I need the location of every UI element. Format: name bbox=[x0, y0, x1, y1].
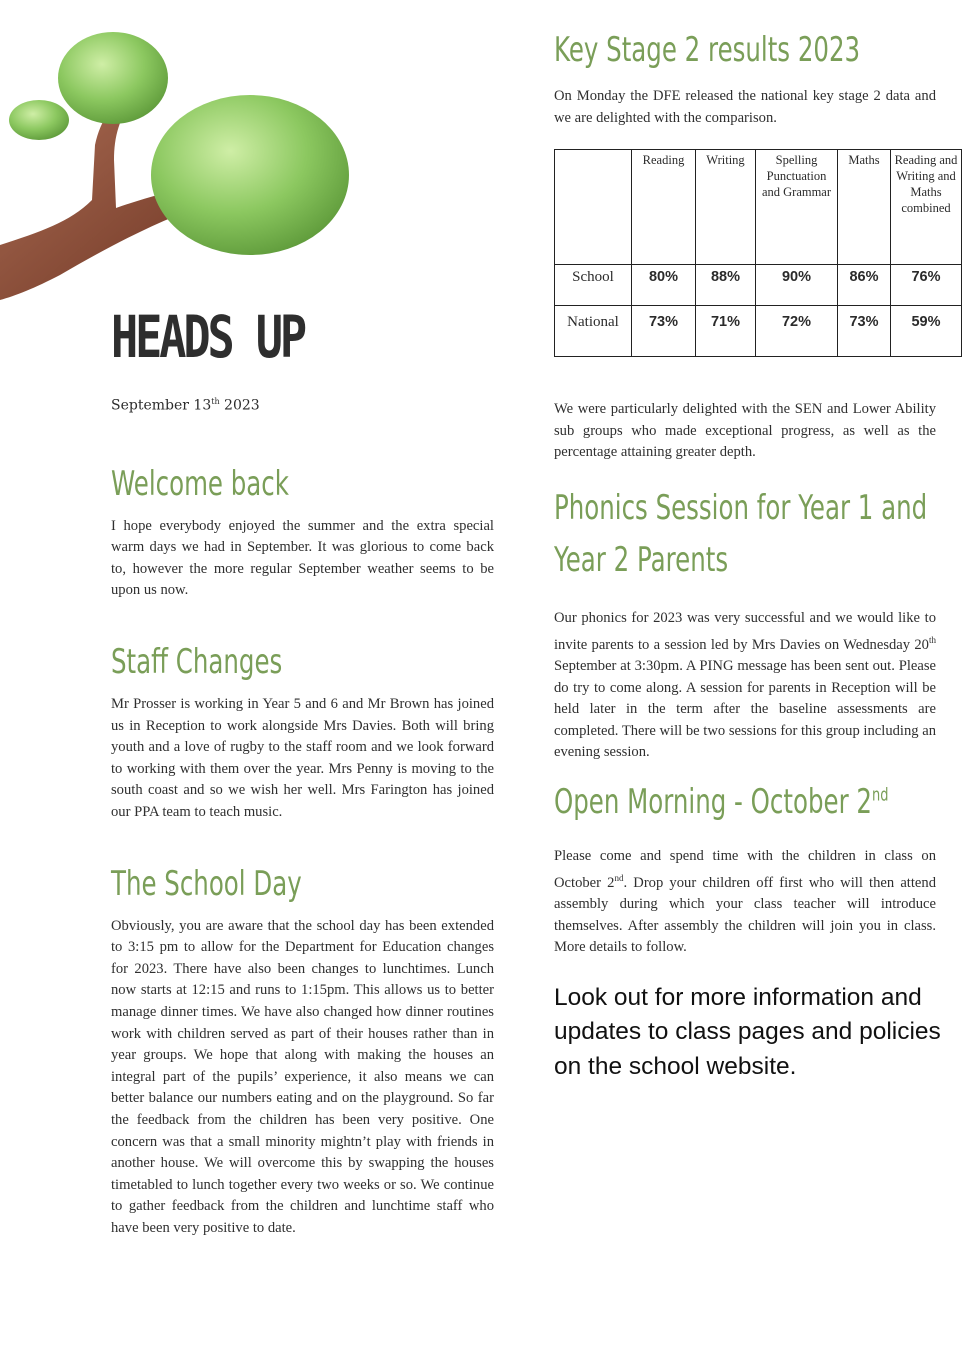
table-cell: 86% bbox=[838, 265, 891, 306]
leaf-small bbox=[9, 100, 69, 140]
row-label-national: National bbox=[555, 306, 632, 357]
table-row bbox=[555, 306, 962, 357]
results-header-writing: Writing bbox=[696, 150, 756, 265]
results-header-spag: Spelling Punctuation and Grammar bbox=[756, 150, 838, 265]
results-header-combined: Reading and Writing and Maths combined bbox=[891, 150, 962, 265]
results-header-maths: Maths bbox=[838, 150, 891, 265]
table-cell: 76% bbox=[891, 265, 962, 306]
results-note: We were particularly delighted with the SEN and Lower Ability sub groups who made exceptional progress, as well as the percentage attaining greater depth. bbox=[554, 401, 936, 461]
leaf-large bbox=[151, 95, 349, 255]
row-label-school: School bbox=[555, 265, 632, 306]
table-cell: 71% bbox=[696, 306, 756, 357]
phonics-text: Our phonics for 2023 was very successful and we would like to invite parents to a session led by Mrs Davies on Wednesday 20th September at 3:30pm. A PING message has been sent out. Please do try to come along. A session for parents in Reception will be held later in the term after the baseline assessments are completed. There will be two sessions for this group including an evening session. bbox=[554, 609, 936, 761]
leaf-top bbox=[58, 32, 168, 124]
masthead-title: HEADS UP bbox=[111, 303, 304, 371]
tree-illustration bbox=[0, 0, 360, 310]
website-callout: Look out for more information and updates to class pages and policies on the school website. bbox=[554, 983, 941, 1080]
table-cell: 59% bbox=[891, 306, 962, 357]
ks2-heading: Key Stage 2 results 2023 bbox=[554, 30, 861, 70]
open-morning-text: Please come and spend time with the children in class on October 2nd. Drop your children off first who will then attend assembly during which your class teacher will introduce themselves. After assembly the children will join you in class. More details to follow. bbox=[554, 847, 936, 956]
results-header-reading: Reading bbox=[632, 150, 696, 265]
welcome-heading: Welcome back bbox=[111, 463, 289, 504]
staff-changes-text: Mr Prosser is working in Year 5 and 6 and Mr Brown has joined us in Reception to work alongside Mrs Davies. Both will bring youth and a love of rugby to the staff room and we look forward to working with them over the year. Mrs Penny is moving to the south coast and so we wish her well. Mrs Farington has joined our PPA team to teach music. bbox=[111, 696, 494, 820]
issue-date: September 13th 2023 bbox=[111, 397, 260, 414]
results-header-row bbox=[555, 150, 962, 265]
table-cell: 88% bbox=[696, 265, 756, 306]
table-row bbox=[555, 265, 962, 306]
results-table bbox=[554, 149, 962, 357]
staff-changes-heading: Staff Changes bbox=[111, 642, 283, 683]
table-cell: 90% bbox=[756, 265, 838, 306]
table-cell: 73% bbox=[632, 306, 696, 357]
table-cell: 80% bbox=[632, 265, 696, 306]
welcome-text: I hope everybody enjoyed the summer and the extra special warm days we had in September. It was glorious to come back to, however the more regular September weather seems to be upon us now. bbox=[111, 517, 494, 599]
school-day-text: Obviously, you are aware that the school day has been extended to 3:15 pm to allow for the Department for Education changes for 2023. There have also been changes to lunchtimes. Lunch now starts at 12:15 and runs to 1:15pm. This allows us to better manage dinner times. We have also changed how dinner routines work with children served as part of their houses rather than in year groups. We hope that along with making the houses an integral part of the pupils’ experience, it also means we can better balance our numbers eating and on the playground. So far the feedback from the children has been very positive. One concern was that a small minority mightn’t play with friends in another house. We will overcome this by swapping the houses timetabled to lunch together every two weeks or so. We continue to gather feedback from the children and lunchtime staff who have been very positive to date. bbox=[111, 917, 494, 1236]
left-column bbox=[111, 300, 494, 1240]
right-column bbox=[554, 30, 964, 1109]
phonics-heading: Phonics Session for Year 1 and Year 2 Parents bbox=[554, 487, 928, 580]
results-header-blank bbox=[555, 150, 632, 265]
table-cell: 73% bbox=[838, 306, 891, 357]
open-morning-heading: Open Morning - October 2nd bbox=[554, 781, 889, 822]
ks2-text: On Monday the DFE released the national key stage 2 data and we are delighted with the comparison. bbox=[554, 88, 936, 126]
school-day-heading: The School Day bbox=[111, 863, 302, 904]
table-cell: 72% bbox=[756, 306, 838, 357]
